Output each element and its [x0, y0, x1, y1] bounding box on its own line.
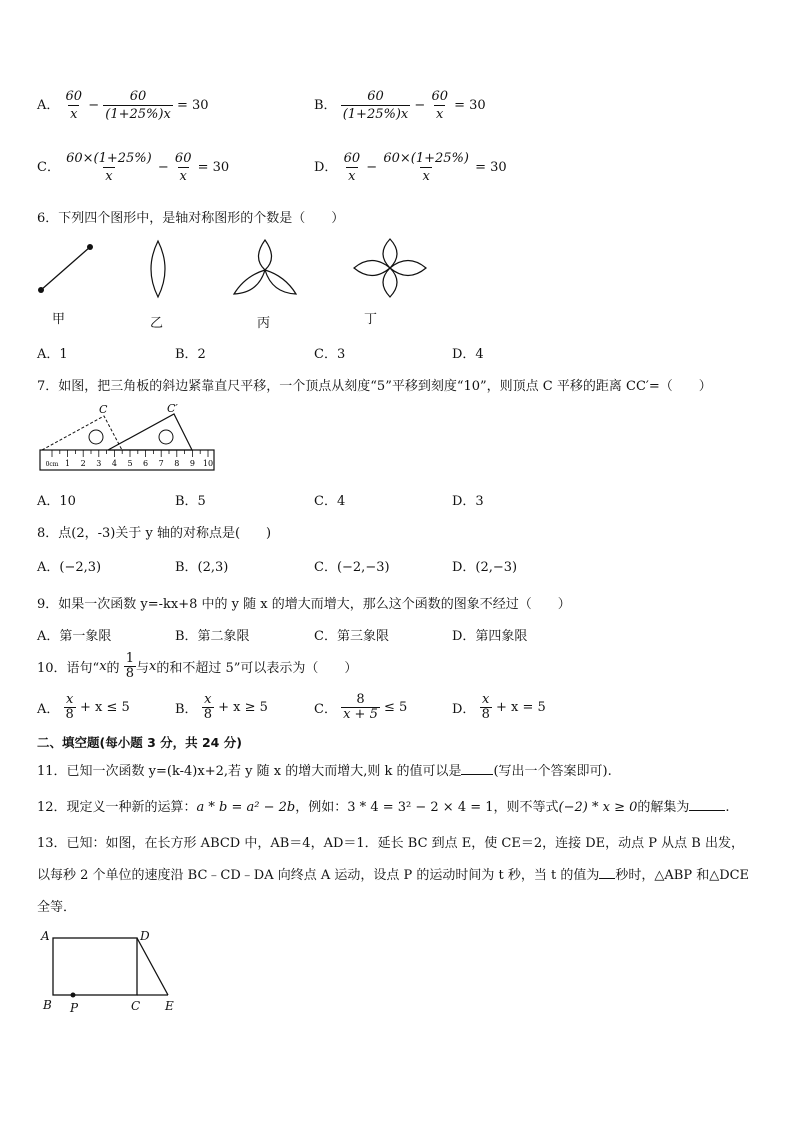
ruler-tick-label: 9: [189, 459, 195, 468]
q7-option-a: A．10: [37, 494, 76, 509]
q13-label-d: D: [140, 929, 150, 943]
q12-text: 12．现定义一种新的运算：a * b = a² − 2b，例如：3 * 4 = 3² − 2 × 4 = 1，则不等式(−2) * x ≥ 0的解集为 .: [37, 800, 730, 815]
q10-option-a: A． $\frac{x}{8}$ + x ≤ 5: [37, 692, 130, 722]
fraction: $\frac{60}{x}$: [343, 151, 361, 184]
fraction: $\frac{60\times(1+25\%)}{x}$: [66, 151, 152, 184]
ruler-tick-label: 6: [143, 459, 149, 468]
q7-ruler-figure: [38, 400, 218, 475]
fraction: $\frac{60}{x}$: [65, 89, 83, 122]
ruler-tick-label: 5: [127, 459, 133, 468]
answer-blank[interactable]: [461, 774, 493, 775]
q6-figure-ding: [350, 237, 430, 299]
q9-option-c: C．第三象限: [314, 629, 389, 644]
q7-option-b: B．5: [175, 494, 206, 509]
q6-label-yi: 乙: [150, 316, 164, 331]
q6-label-jia: 甲: [52, 312, 66, 327]
fraction: $\frac{60\times(1+25\%)}{x}$: [383, 151, 469, 184]
fraction: $\frac{60}{(1+25\%)x}$: [342, 89, 409, 122]
q5-option-d: D． $\frac{60}{x}$ − $\frac{60\times(1+25\%)}{x}$ = 30: [314, 151, 507, 184]
q7-label-c: C: [99, 403, 108, 416]
q10-option-c: C． $\frac{8}{x + 5}$ ≤ 5: [314, 692, 408, 722]
q6-label-ding: 丁: [364, 312, 378, 327]
q7-label-c-prime: C′: [167, 402, 178, 415]
q7-option-d: D．3: [452, 494, 484, 509]
q9-text: 9．如果一次函数 y=-kx+8 中的 y 随 x 的增大而增大，那么这个函数的图象不经过（ ）: [37, 597, 571, 612]
q13-line2: 以每秒 2 个单位的速度沿 BC﹣CD﹣DA 向终点 A 运动，设点 P 的运动时间为 t 秒，当 t 的值为 秒时，△ABP 和△DCE: [37, 868, 750, 883]
q11-text: 11．已知一次函数 y=(k-4)x+2,若 y 随 x 的增大而增大,则 k 的值可以是 (写出一个答案即可).: [37, 764, 612, 779]
q6-text: 6．下列四个图形中，是轴对称图形的个数是（ ）: [37, 211, 345, 226]
fraction: $\frac{x}{8}$: [203, 692, 212, 722]
q9-option-a: A．第一象限: [37, 629, 112, 644]
q6-option-c: C．3: [314, 347, 346, 362]
q8-option-c: C．(−2,−3): [314, 560, 390, 575]
ruler-tick-label: 10: [202, 459, 214, 468]
q13-label-c: C: [131, 999, 141, 1013]
answer-blank[interactable]: [599, 878, 615, 879]
q9-option-b: B．第二象限: [175, 629, 250, 644]
q5-option-a: A． $\frac{60}{x}$ − $\frac{60}{(1+25\%)x}$ = 30: [37, 89, 209, 122]
q6-figure-yi: [140, 238, 180, 302]
q6-option-d: D．4: [452, 347, 484, 362]
q10-text: 10．语句“x的 $\frac{1}{8}$ 与x的和不超过 5”可以表示为（ ）: [37, 651, 358, 681]
q8-text: 8．点(2，-3)关于 y 轴的对称点是( ): [37, 526, 272, 541]
q13-line1: 13．已知：如图，在长方形 ABCD 中，AB＝4，AD＝1．延长 BC 到点 E，使 CE＝2，连接 DE，动点 P 从点 B 出发，: [37, 836, 744, 851]
q9-option-d: D．第四象限: [452, 629, 528, 644]
ruler-tick-label: 7: [158, 459, 164, 468]
q13-line3: 全等．: [37, 900, 77, 915]
q10-option-d: D． $\frac{x}{8}$ + x = 5: [452, 692, 546, 722]
q6-figure-bing: [230, 238, 300, 298]
q13-label-a: A: [41, 929, 50, 943]
fraction: $\frac{60}{x}$: [174, 151, 192, 184]
ruler-tick-label: 8: [174, 459, 180, 468]
ruler-tick-label: 3: [96, 459, 102, 468]
ruler-tick-label: 2: [80, 459, 86, 468]
q8-option-a: A．(−2,3): [37, 560, 102, 575]
section-heading: 二、填空题(每小题 3 分，共 24 分): [37, 735, 242, 750]
q13-label-p: P: [70, 1001, 79, 1015]
q10-option-b: B． $\frac{x}{8}$ + x ≥ 5: [175, 692, 268, 722]
fraction: $\frac{60}{(1+25\%)x}$: [105, 89, 171, 122]
fraction: $\frac{60}{x}$: [431, 89, 448, 122]
q5-option-c: C． $\frac{60\times(1+25\%)}{x}$ − $\frac{60}{x}$ = 30: [37, 151, 230, 184]
fraction: $\frac{x}{8}$: [481, 692, 490, 722]
q7-option-c: C．4: [314, 494, 346, 509]
q8-option-b: B．(2,3): [175, 560, 229, 575]
q6-label-bing: 丙: [257, 316, 271, 331]
fraction: $\frac{8}{x + 5}$: [343, 692, 378, 722]
q13-label-e: E: [165, 999, 174, 1013]
fraction: $\frac{x}{8}$: [65, 692, 74, 722]
q6-option-b: B．2: [175, 347, 206, 362]
q7-text: 7．如图，把三角板的斜边紧靠直尺平移，一个顶点从刻度“5”平移到刻度“10”，则顶点 C 平移的距离 CC′=（ ）: [37, 379, 712, 394]
q13-label-b: B: [43, 998, 52, 1012]
q6-option-a: A．1: [37, 347, 68, 362]
ruler-tick-label: 0cm: [45, 461, 59, 468]
ruler-tick-label: 4: [111, 459, 117, 468]
ruler-tick-label: 1: [65, 459, 71, 468]
q6-figure-jia: [30, 238, 100, 298]
answer-blank[interactable]: [689, 810, 725, 811]
fraction: $\frac{1}{8}$: [125, 651, 134, 681]
q8-option-d: D．(2,−3): [452, 560, 518, 575]
q5-option-b: B． $\frac{60}{(1+25\%)x}$ − $\frac{60}{x}$ = 30: [314, 89, 486, 122]
